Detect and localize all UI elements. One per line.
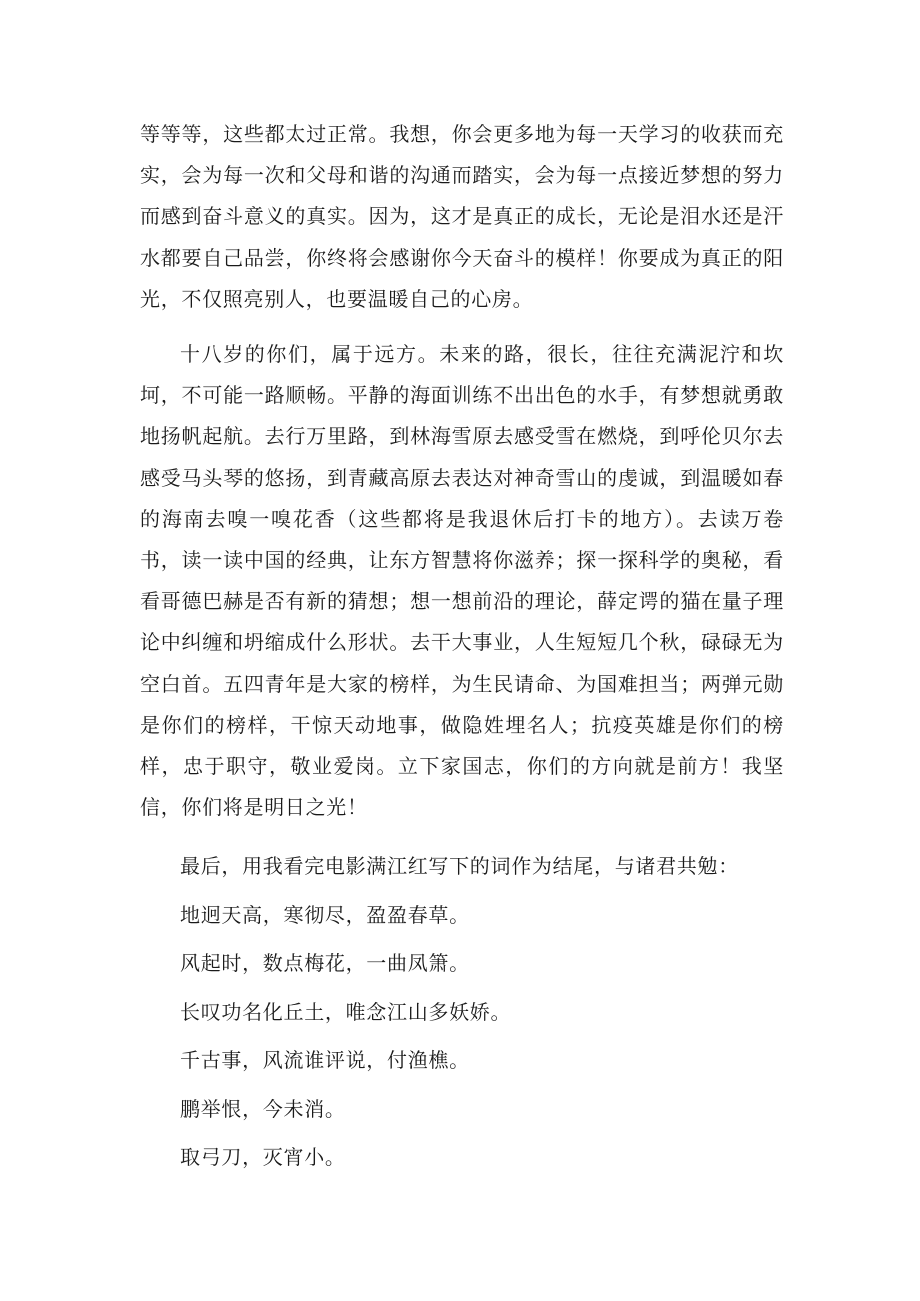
- document-body: [140, 114, 784, 1182]
- poem-line: 取弓刀，灭宵小。: [180, 1145, 346, 1170]
- poem-line: 千古事，风流谁评说，付渔樵。: [180, 1048, 470, 1073]
- poem-line: 风起时，数点梅花，一曲凤箫。: [180, 951, 470, 976]
- poem-intro-line: 最后，用我看完电影满江红写下的词作为结尾，与诸君共勉：: [180, 854, 739, 879]
- poem-line: 地迥天高，寒彻尽，盈盈春草。: [180, 902, 470, 927]
- poem-line: 鹏举恨，今未消。: [180, 1096, 346, 1121]
- paragraph-eighteen: 十八岁的你们，属于远方。未来的路，很长，往往充满泥泞和坎坷，不可能一路顺畅。平静的海面训练不出出色的水手，有梦想就勇敢地扬帆起航。去行万里路，到林海雪原去感受雪在燃烧，到呼伦贝尔去感受马头琴的悠扬，到青藏高原去表达对神奇雪山的虔诚，到温暖如春的海南去嗅一嗅花香（这些都将是我退休后打卡的地方）。去读万卷书，读一读中国的经典，让东方智慧将你滋养；探一探科学的奥秘，看看哥德巴赫是否有新的猜想；想一想前沿的理论，薛定谔的猫在量子理论中纠缠和坍缩成什么形状。去干大事业，人生短短几个秋，碌碌无为空白首。五四青年是大家的榜样，为生民请命、为国难担当；两弹元勋是你们的榜样，干惊天动地事，做隐姓埋名人；抗疫英雄是你们的榜样，忠于职守，敬业爱岗。立下家国志，你们的方向就是前方！我坚信，你们将是明日之光！: [140, 342, 784, 820]
- closing-poem: [140, 842, 784, 1182]
- poem-line: 长叹功名化丘土，唯念江山多妖娇。: [180, 999, 512, 1024]
- paragraph-growth: 等等等，这些都太过正常。我想，你会更多地为每一天学习的收获而充实，会为每一次和父母和谐的沟通而踏实，会为每一点接近梦想的努力而感到奋斗意义的真实。因为，这才是真正的成长，无论是泪水还是汗水都要自己品尝，你终将会感谢你今天奋斗的模样！你要成为真正的阳光，不仅照亮别人，也要温暖自己的心房。: [140, 122, 784, 311]
